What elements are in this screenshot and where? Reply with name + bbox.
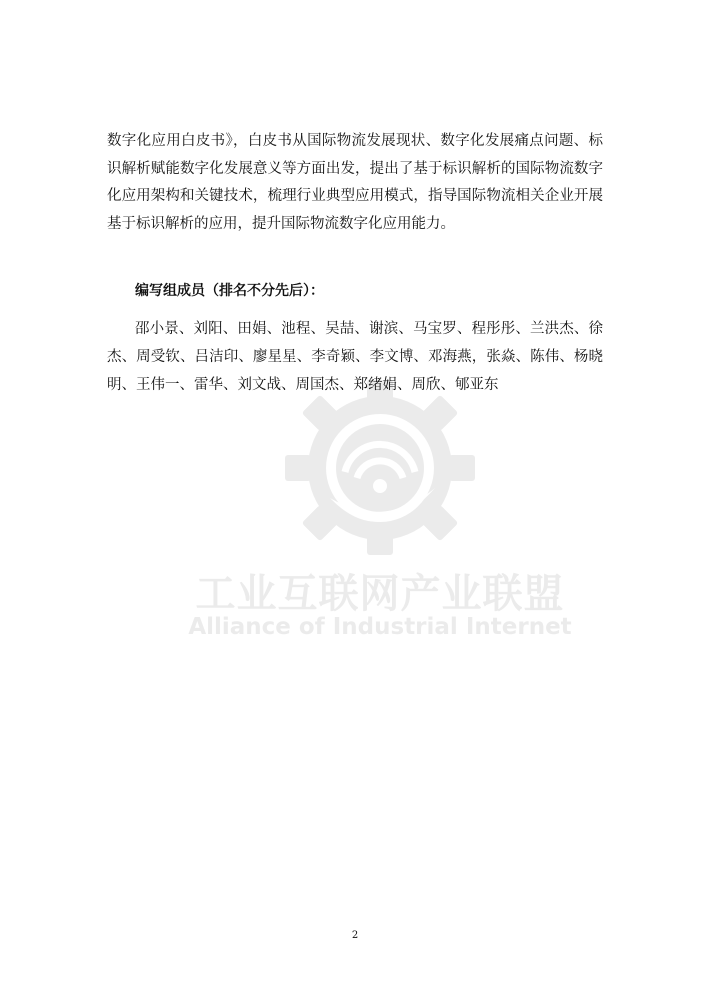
watermark-org-name-cn: 工业互联网产业联盟 [195, 571, 565, 617]
authors-list: 邵小景、刘阳、田娟、池程、吴喆、谢滨、马宝罗、程彤彤、兰洪杰、徐杰、周受钦、吕洁印、廖星星、李奇颖、李文博、邓海燕，张焱、陈伟、杨晓明、王伟一、雷华、刘文战、周国杰、郑绪娟、周欣、郇亚东 [107, 321, 603, 393]
watermark-org-name-en: Alliance of Industrial Internet [188, 614, 572, 640]
main-content [107, 128, 603, 399]
page-number: 2 [351, 930, 359, 941]
aii-gear-signal-logo-icon [285, 380, 475, 555]
watermark [180, 380, 580, 660]
authors-heading: 编写组成员（排名不分先后）： [135, 283, 324, 300]
intro-paragraph: 数字化应用白皮书》，白皮书从国际物流发展现状、数字化发展痛点问题、标识解析赋能数字化发展意义等方面出发，提出了基于标识解析的国际物流数字化应用架构和关键技术，梳理行业典型应用模式，指导国际物流相关企业开展基于标识解析的应用，提升国际物流数字化应用能力。 [107, 133, 603, 232]
